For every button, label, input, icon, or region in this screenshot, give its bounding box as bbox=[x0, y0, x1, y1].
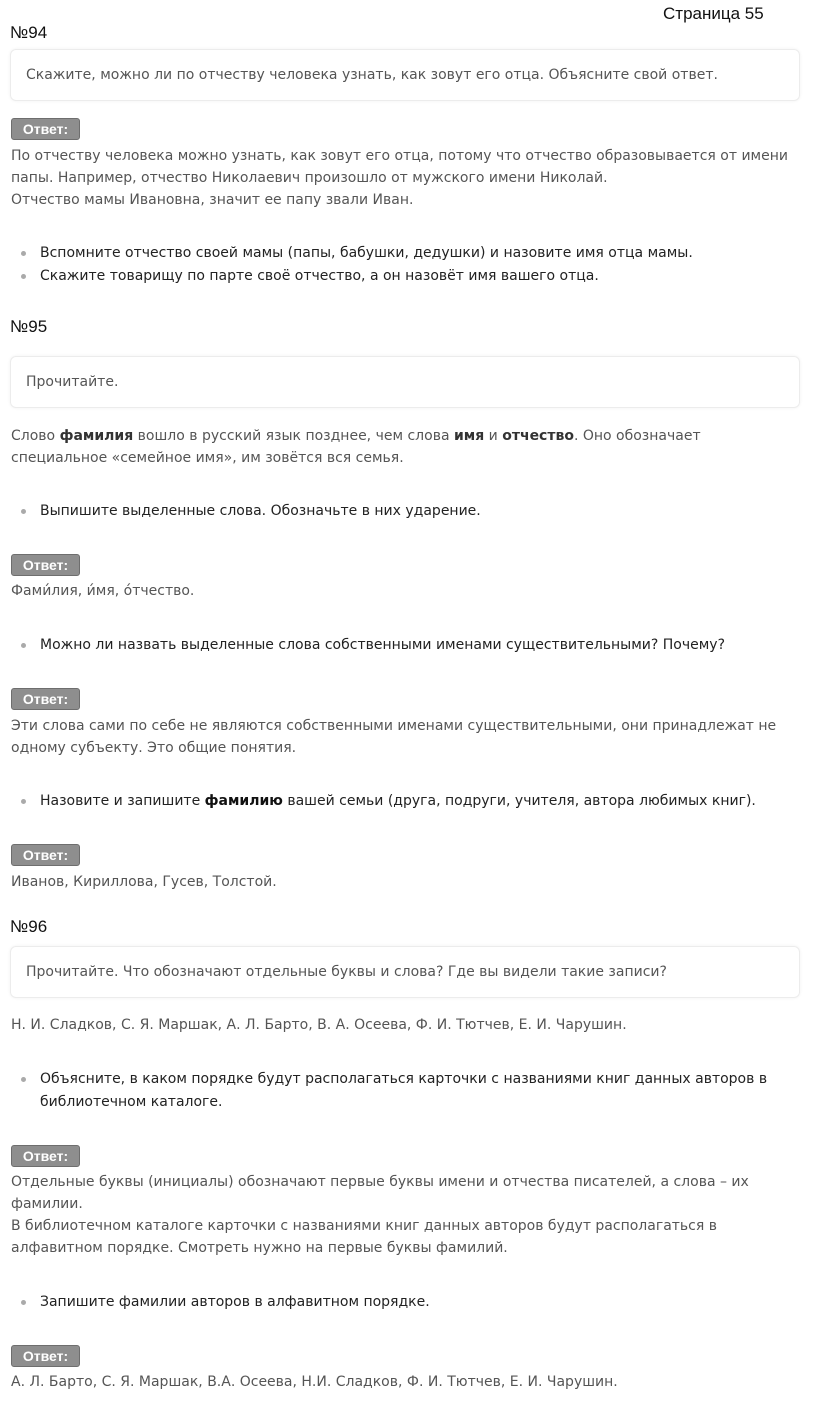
task-96-text: Н. И. Сладков, С. Я. Маршак, А. Л. Барто, В. А. Осеева, Ф. И. Тютчев, Е. И. Чарушин. bbox=[11, 1017, 627, 1033]
highlighted-word: фамилию bbox=[204, 793, 283, 809]
task-95-answer-3: Иванов, Кириллова, Гусев, Толстой. bbox=[11, 874, 277, 890]
page-number: Страница 55 bbox=[663, 4, 764, 23]
text-fragment: вошло в русский язык позднее, чем слова bbox=[133, 428, 454, 444]
task-96-bullet-2: Запишите фамилии авторов в алфавитном порядке. bbox=[20, 1291, 790, 1314]
task-96-answer-2: А. Л. Барто, С. Я. Маршак, В.А. Осеева, Н.И. Сладков, Ф. И. Тютчев, Е. И. Чарушин. bbox=[11, 1374, 618, 1390]
task-96-question-box bbox=[10, 946, 800, 998]
task-95-answer-badge-3: Ответ: bbox=[11, 844, 80, 866]
task-94-answer bbox=[11, 145, 801, 211]
task-96-answer-badge-1: Ответ: bbox=[11, 1145, 80, 1167]
task-94-title: №94 bbox=[10, 23, 48, 42]
highlighted-word: фамилия bbox=[59, 428, 134, 444]
task-94-answer-line: Отчество мамы Ивановна, значит ее папу звали Иван. bbox=[11, 192, 414, 208]
task-96-question: Прочитайте. Что обозначают отдельные буквы и слова? Где вы видели такие записи? bbox=[26, 964, 667, 980]
task-95-answer-1: Фами́лия, и́мя, о́тчество. bbox=[11, 583, 195, 599]
task-95-title: №95 bbox=[10, 317, 48, 336]
task-95-text bbox=[11, 425, 801, 469]
task-95-question: Прочитайте. bbox=[26, 374, 119, 390]
task-94-bullet-2: Скажите товарищу по парте своё отчество, а он назовёт имя вашего отца. bbox=[20, 265, 790, 288]
text-fragment: . Оно обозначает bbox=[573, 428, 701, 444]
task-95-answer-badge-1: Ответ: bbox=[11, 554, 80, 576]
task-96-answer-1-line: алфавитном порядке. Смотреть нужно на первые буквы фамилий. bbox=[11, 1240, 508, 1256]
task-95-answer-2 bbox=[11, 715, 801, 759]
task-96-bullet-1 bbox=[20, 1068, 790, 1114]
text-fragment: Слово bbox=[11, 428, 60, 444]
task-94-bullet-1: Вспомните отчество своей мамы (папы, бабушки, дедушки) и назовите имя отца мамы. bbox=[20, 242, 790, 265]
task-94-answer-badge: Ответ: bbox=[11, 118, 80, 140]
highlighted-word: имя bbox=[453, 428, 485, 444]
task-95-text-line-1 bbox=[11, 425, 801, 447]
task-96-answer-1 bbox=[11, 1171, 801, 1259]
text-fragment: Назовите и запишите bbox=[40, 793, 205, 809]
task-96-bullet-1-line: Объясните, в каком порядке будут располагаться карточки с названиями книг данных авторов в bbox=[40, 1071, 768, 1087]
task-94-answer-line: По отчеству человека можно узнать, как зовут его отца, потому что отчество образовывается от имени bbox=[11, 148, 788, 164]
task-96-answer-1-line: Отдельные буквы (инициалы) обозначают первые буквы имени и отчества писателей, а слова – их bbox=[11, 1174, 749, 1190]
task-96-answer-1-line: фамилии. bbox=[11, 1196, 83, 1212]
task-95-answer-2-line: одному субъекту. Это общие понятия. bbox=[11, 740, 297, 756]
task-96-answer-badge-2: Ответ: bbox=[11, 1345, 80, 1367]
task-95-bullet-1: Выпишите выделенные слова. Обозначьте в них ударение. bbox=[20, 500, 790, 523]
text-fragment: и bbox=[484, 428, 503, 444]
task-95-answer-2-line: Эти слова сами по себе не являются собственными именами существительными, они принадлежат не bbox=[11, 718, 777, 734]
text-fragment: вашей семьи (друга, подруги, учителя, автора любимых книг). bbox=[282, 793, 756, 809]
task-95-bullet-2: Можно ли назвать выделенные слова собственными именами существительными? Почему? bbox=[20, 634, 790, 657]
task-94-question: Скажите, можно ли по отчеству человека узнать, как зовут его отца. Объясните свой ответ. bbox=[26, 67, 718, 83]
task-96-bullet-1-line: библиотечном каталоге. bbox=[40, 1094, 223, 1110]
task-96-title: №96 bbox=[10, 917, 48, 936]
highlighted-word: отчество bbox=[502, 428, 574, 444]
task-95-answer-badge-2: Ответ: bbox=[11, 688, 80, 710]
task-95-bullet-3 bbox=[20, 790, 790, 813]
task-95-question-box bbox=[10, 356, 800, 408]
task-96-answer-1-line: В библиотечном каталоге карточки с названиями книг данных авторов будут располагаться в bbox=[11, 1218, 717, 1234]
task-94-answer-line: папы. Например, отчество Николаевич произошло от мужского имени Николай. bbox=[11, 170, 608, 186]
task-95-text-line-2: специальное «семейное имя», им зовётся вся семья. bbox=[11, 450, 404, 466]
task-94-question-box bbox=[10, 49, 800, 101]
